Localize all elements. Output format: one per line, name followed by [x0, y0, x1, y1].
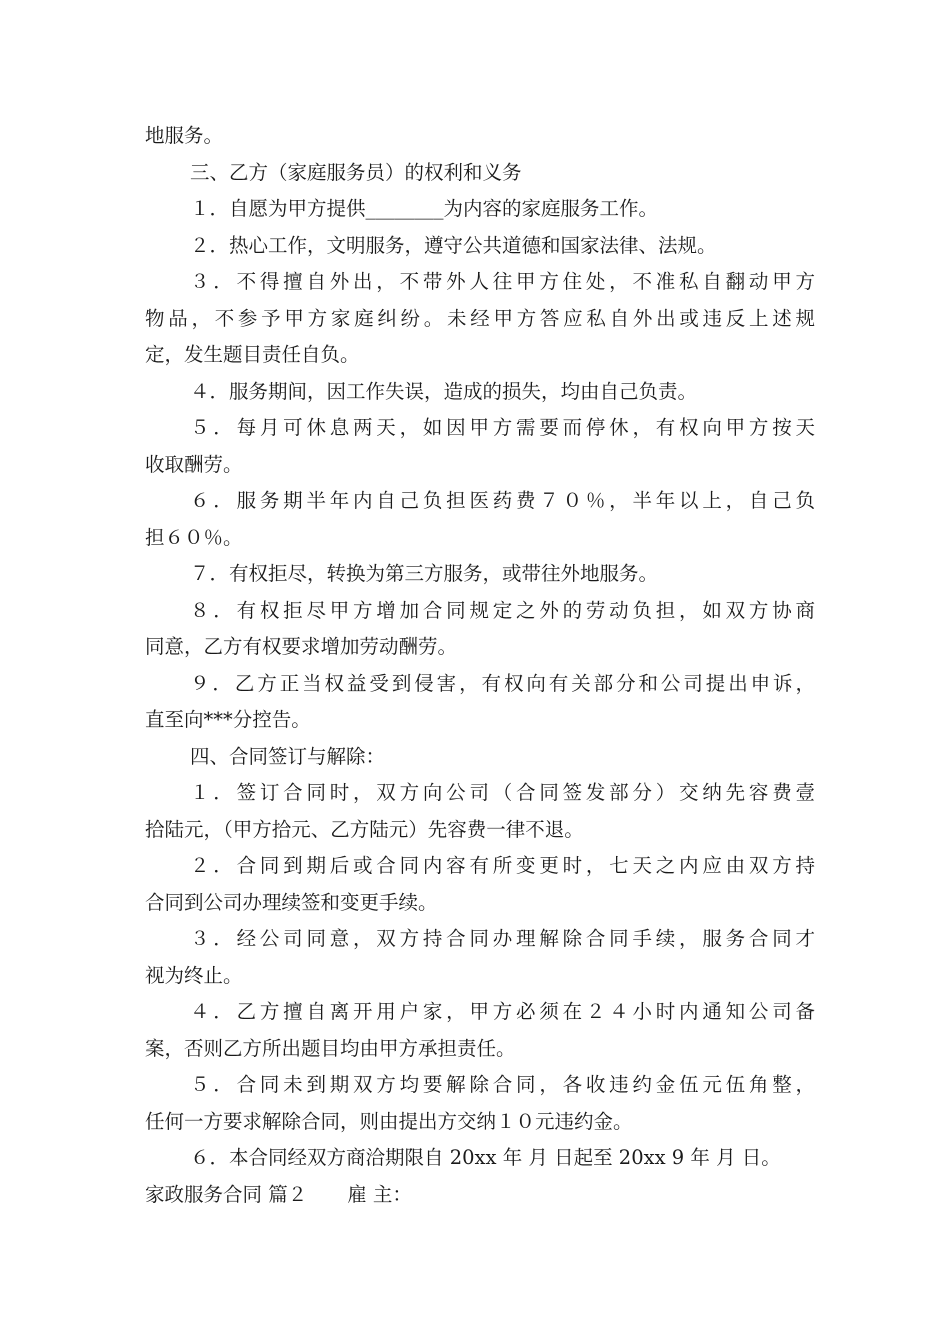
text-line: ７．有权拒尽，转换为第三方服务，或带往外地服务。	[190, 562, 659, 585]
text-line: ９．乙方正当权益受到侵害，有权向有关部分和公司提出申诉，	[190, 671, 815, 695]
text-line: 拾陆元，（甲方拾元、乙方陆元）先容费一律不退。	[145, 817, 584, 841]
text-line: 同意，乙方有权要求增加劳动酬劳。	[145, 635, 458, 658]
contract-title: 家政服务合同 篇２	[145, 1182, 308, 1206]
text-line: ２．合同到期后或合同内容有所变更时，七天之内应由双方持	[190, 854, 815, 877]
document-body	[145, 118, 815, 1213]
text-line: ５．合同未到期双方均要解除合同，各收违约金伍元伍角整，	[190, 1073, 815, 1096]
text-line: 三、乙方（家庭服务员）的权利和义务	[190, 160, 522, 184]
text-line: ５．每月可休息两天，如因甲方需要而停休，有权向甲方按天	[190, 416, 815, 439]
text-line: 收取酬劳。	[145, 452, 243, 476]
text-line: ６．服务期半年内自己负担医药费７０％，半年以上，自己负	[190, 489, 815, 512]
text-line: 物品，不参予甲方家庭纠纷。未经甲方答应私自外出或违反上述规	[145, 306, 815, 330]
text-line: １．签订合同时，双方向公司（合同签发部分）交纳先容费壹	[190, 781, 815, 804]
text-line: ４．乙方擅自离开用户家，甲方必须在２４小时内通知公司备	[190, 1000, 815, 1023]
text-line: １．自愿为甲方提供________为内容的家庭服务工作。	[190, 197, 659, 220]
text-line: 地服务。	[145, 124, 224, 147]
employer-label: 雇 主：	[347, 1182, 412, 1206]
text-line: ８．有权拒尽甲方增加合同规定之外的劳动负担，如双方协商	[190, 598, 815, 622]
text-line: 直至向***分控告。	[145, 708, 311, 731]
text-line: 定，发生题目责任自负。	[145, 343, 360, 366]
text-line: 担６０％。	[145, 525, 243, 549]
text-line: ２．热心工作，文明服务，遵守公共道德和国家法律、法规。	[190, 233, 717, 257]
text-line: ４．服务期间，因工作失误，造成的损失，均由自己负责。	[190, 379, 698, 403]
paragraph-lines	[145, 118, 815, 1177]
text-line: 合同到公司办理续签和变更手续。	[145, 890, 438, 914]
contract-heading-row	[145, 1177, 815, 1214]
text-line: 案，否则乙方所出题目均由甲方承担责任。	[145, 1036, 516, 1060]
text-line: ３．不得擅自外出，不带外人往甲方住处，不准私自翻动甲方	[190, 270, 815, 293]
text-line: ６．本合同经双方商洽期限自 20xx 年 月 日起至 20xx 9 年 月 日。	[190, 1146, 781, 1169]
text-line: 四、合同签订与解除：	[190, 744, 386, 768]
text-line: 任何一方要求解除合同，则由提出方交纳１０元违约金。	[145, 1109, 633, 1133]
text-line: 视为终止。	[145, 963, 243, 987]
text-line: ３．经公司同意，双方持合同办理解除合同手续，服务合同才	[190, 927, 815, 950]
